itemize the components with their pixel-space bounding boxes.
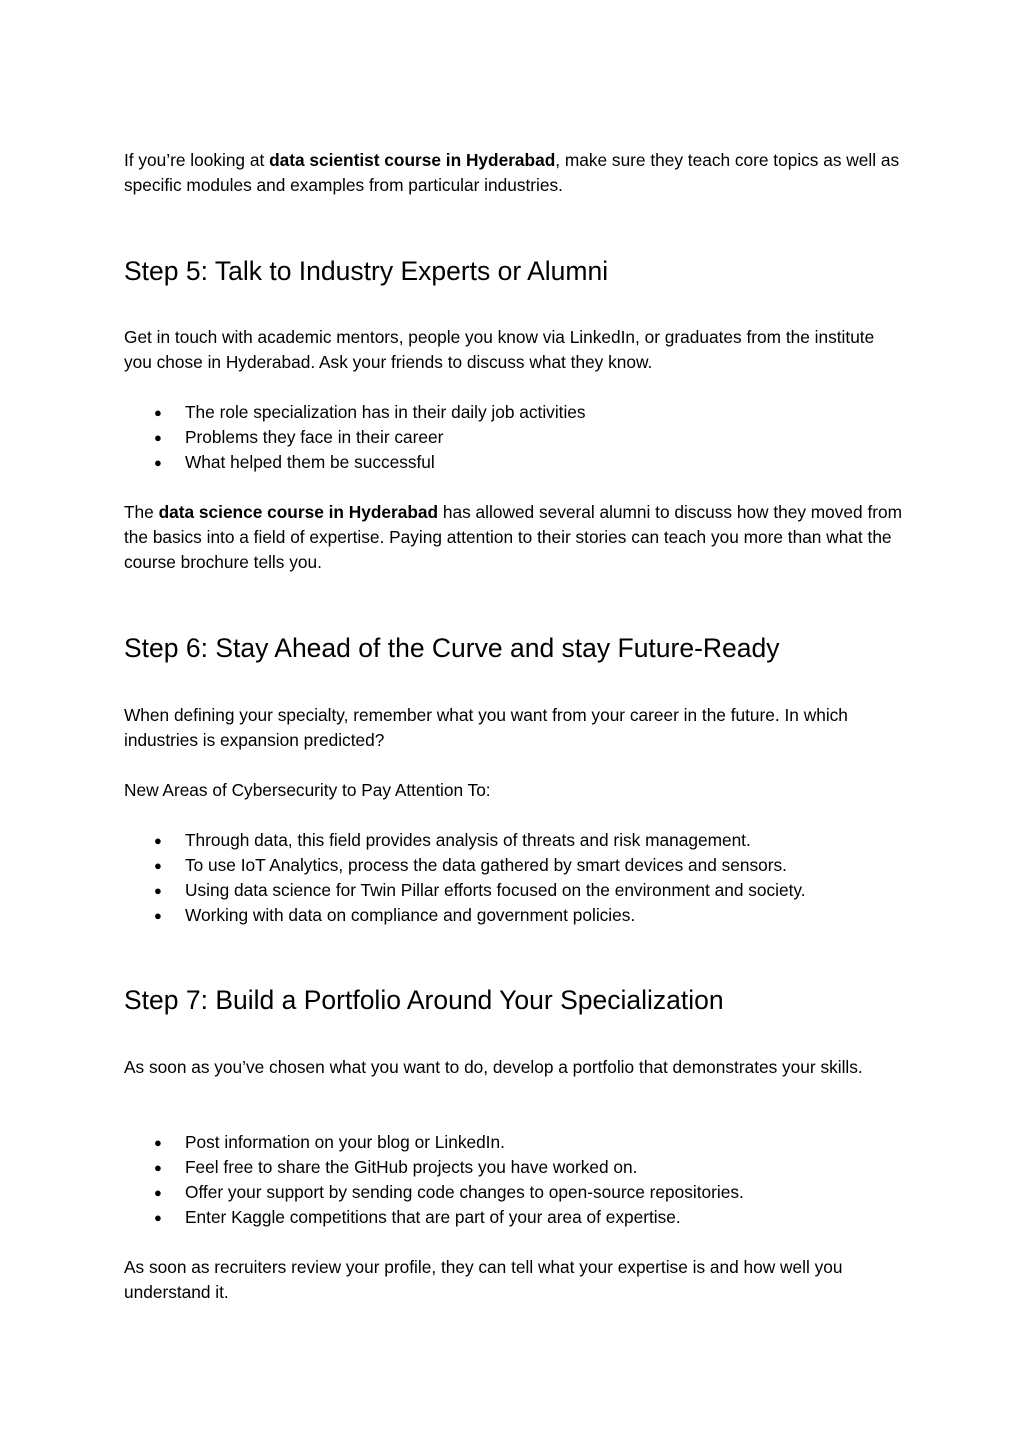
step7-heading: Step 7: Build a Portfolio Around Your Specialization (124, 985, 724, 1015)
step6-heading: Step 6: Stay Ahead of the Curve and stay Future-Ready (124, 633, 780, 663)
step5-list (124, 400, 586, 475)
list-item: ● Problems they face in their career (124, 425, 586, 450)
bold-text: data science course in Hyderabad (158, 502, 439, 522)
step6-list (124, 828, 806, 928)
step5-after-paragraph (124, 500, 904, 575)
text: If you’re looking at (124, 150, 270, 170)
step7-paragraph: As soon as you’ve chosen what you want to do, develop a portfolio that demonstrates your skills. (124, 1057, 863, 1077)
text: , make sure they teach core topics as well as specific modules and examples from particular industries. (124, 150, 900, 195)
list-item: ● Feel free to share the GitHub projects you have worked on. (124, 1155, 744, 1180)
list-item: ● What helped them be successful (124, 450, 586, 475)
list-item: ● Using data science for Twin Pillar efforts focused on the environment and society. (124, 878, 806, 903)
step7-closing: As soon as recruiters review your profile, they can tell what your expertise is and how well you understand it. (124, 1257, 843, 1302)
list-item: ● To use IoT Analytics, process the data gathered by smart devices and sensors. (124, 853, 806, 878)
step7-list (124, 1130, 744, 1230)
list-item: ● Enter Kaggle competitions that are part of your area of expertise. (124, 1205, 744, 1230)
list-item: ● Through data, this field provides analysis of threats and risk management. (124, 828, 806, 853)
list-item: ● The role specialization has in their daily job activities (124, 400, 586, 425)
step5-heading: Step 5: Talk to Industry Experts or Alumni (124, 256, 609, 286)
list-item: ● Working with data on compliance and government policies. (124, 903, 806, 928)
text: The (124, 502, 159, 522)
bold-text: data scientist course in Hyderabad (269, 150, 556, 170)
list-item: ● Offer your support by sending code changes to open-source repositories. (124, 1180, 744, 1205)
step6-subheading: New Areas of Cybersecurity to Pay Attention To: (124, 780, 491, 800)
step5-paragraph: Get in touch with academic mentors, people you know via LinkedIn, or graduates from the institute you chose in Hyderabad. Ask your friends to discuss what they know. (124, 327, 875, 372)
intro-paragraph (124, 148, 904, 198)
text: has allowed several alumni to discuss how they moved from the basics into a field of expertise. Paying attention to their stories can teach you more than what the course brochure tells you. (124, 502, 903, 572)
step6-paragraph: When defining your specialty, remember what you want from your career in the future. In which industries is expansion predicted? (124, 705, 848, 750)
list-item: ● Post information on your blog or LinkedIn. (124, 1130, 744, 1155)
